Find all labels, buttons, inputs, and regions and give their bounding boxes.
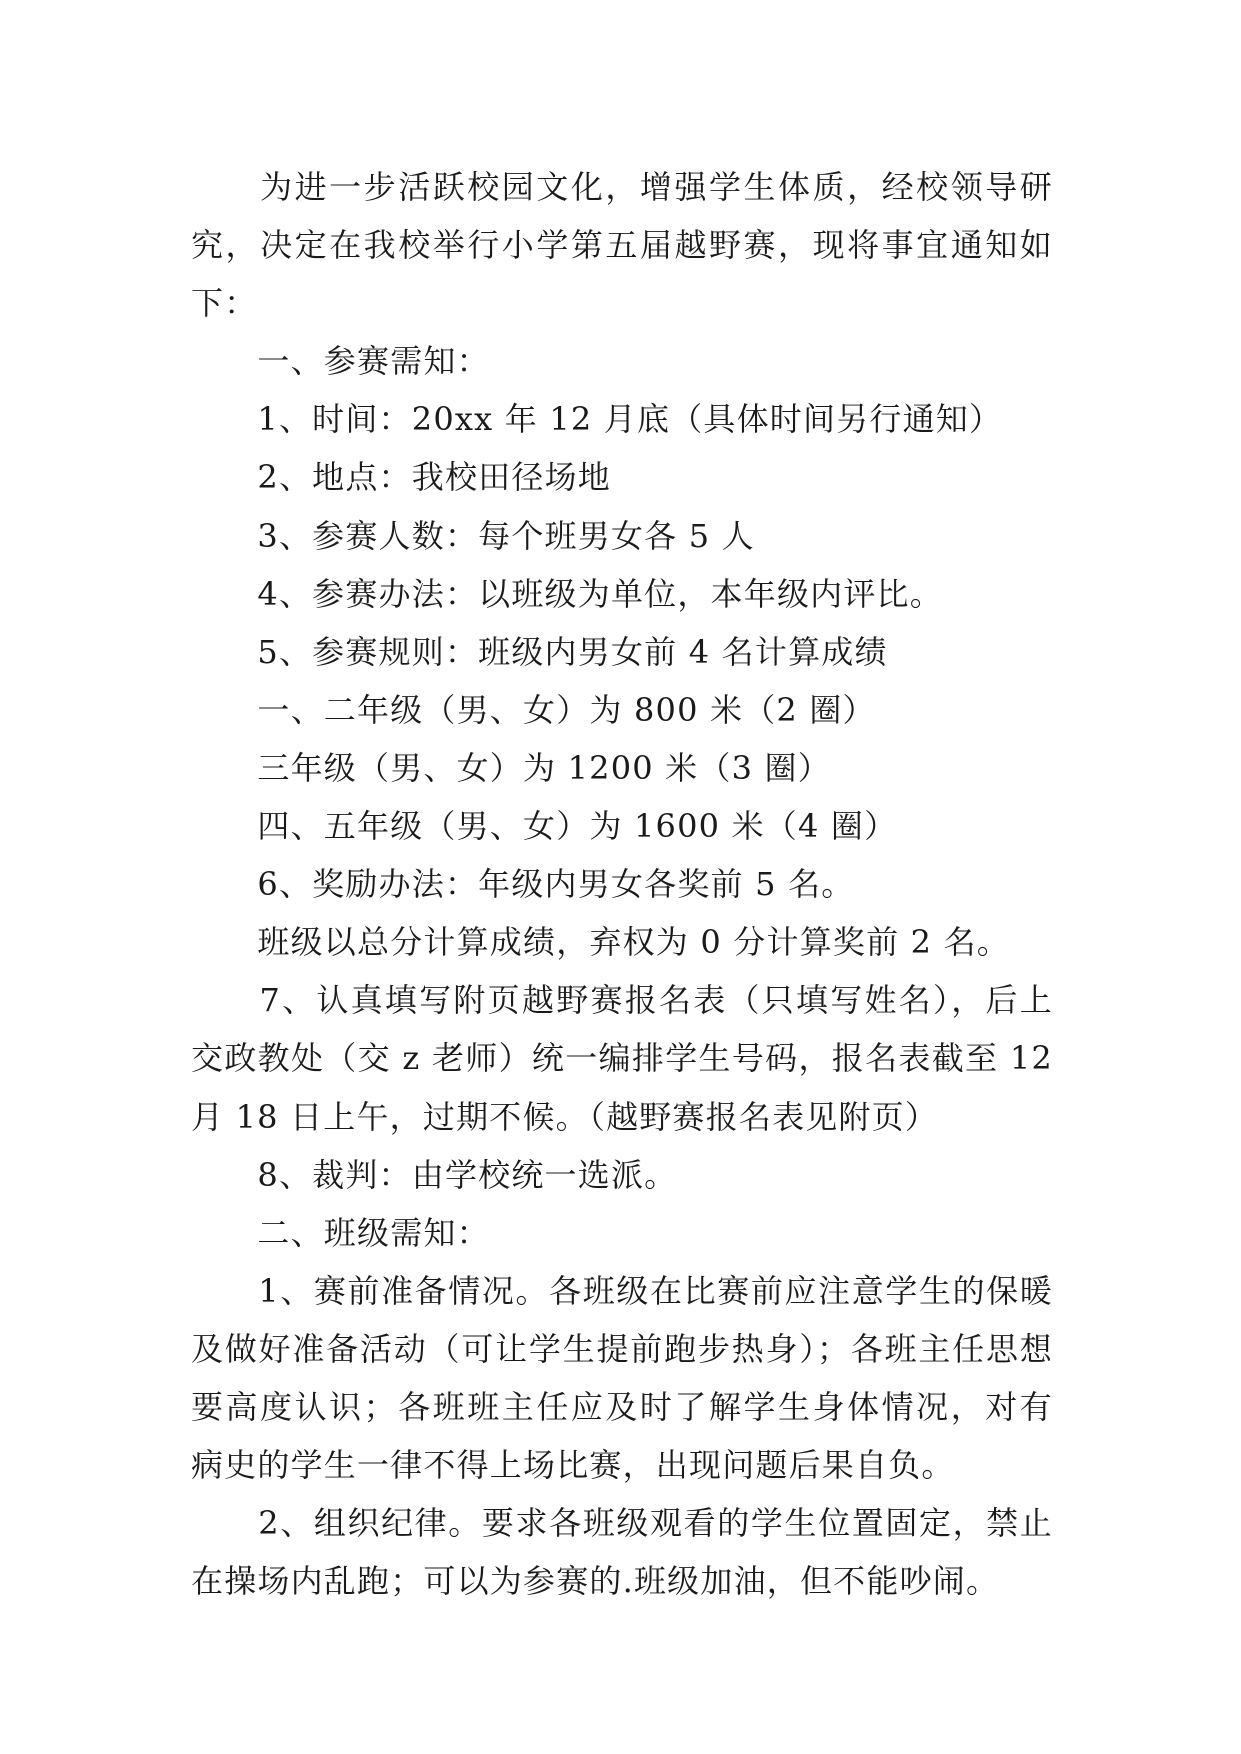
rule-grade-3: 三年级（男、女）为 1200 米（3 圈） bbox=[191, 748, 831, 787]
section-heading-participation: 一、参赛需知： bbox=[191, 342, 490, 381]
item-method: 4、参赛办法：以班级为单位，本年级内评比。 bbox=[191, 574, 943, 613]
item-awards: 6、奖励办法：年级内男女各奖前 5 名。 bbox=[191, 865, 855, 904]
class-item-preparation: 1、赛前准备情况。各班级在比赛前应注意学生的保暖及做好准备活动（可让学生提前跑步热身）；各班主任思想要高度认识；各班班主任应及时了解学生身体情况，对有病史的学生一律不得上场比赛，出现问题后果自负。 bbox=[191, 1271, 1053, 1485]
item-registration: 7、认真填写附页越野赛报名表（只填写姓名），后上交政教处（交 z 老师）统一编排学生号码，报名表截至 12 月 18 日上午，过期不候。（越野赛报名表见附页） bbox=[191, 981, 1065, 1136]
item-location: 2、地点：我校田径场地 bbox=[191, 458, 611, 497]
document-body bbox=[191, 158, 1065, 1610]
class-item-discipline: 2、组织纪律。要求各班级观看的学生位置固定，禁止在操场内乱跑；可以为参赛的.班级加油，但不能吵闹。 bbox=[191, 1504, 1053, 1601]
intro-paragraph: 为进一步活跃校园文化，增强学生体质，经校领导研究，决定在我校举行小学第五届越野赛，现将事宜通知如下： bbox=[191, 168, 1053, 323]
item-rules: 5、参赛规则：班级内男女前 4 名计算成绩 bbox=[191, 632, 888, 671]
rule-grade-4-5: 四、五年级（男、女）为 1600 米（4 圈） bbox=[191, 807, 898, 846]
item-referee: 8、裁判：由学校统一选派。 bbox=[191, 1155, 678, 1194]
section-heading-class: 二、班级需知： bbox=[191, 1213, 490, 1252]
item-participants: 3、参赛人数：每个班男女各 5 人 bbox=[191, 516, 755, 555]
rule-grade-1-2: 一、二年级（男、女）为 800 米（2 圈） bbox=[191, 690, 876, 729]
awards-class-scoring: 班级以总分计算成绩，弃权为 0 分计算奖前 2 名。 bbox=[191, 923, 1011, 962]
item-time: 1、时间：20xx 年 12 月底（具体时间另行通知） bbox=[191, 400, 1003, 439]
